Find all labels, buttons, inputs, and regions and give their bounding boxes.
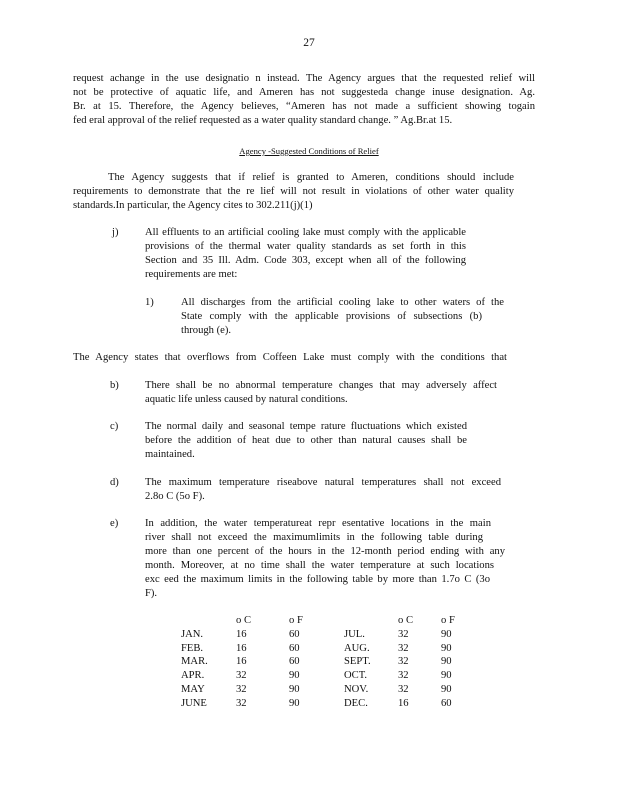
text-line: month. Moreover, at no time shall the water temperature at such locations — [145, 560, 494, 571]
text-line: The Agency suggests that if relief is granted to Ameren, conditions should include — [108, 172, 514, 183]
fahrenheit-cell: 90 — [289, 670, 300, 682]
month-cell: FEB. — [181, 642, 204, 654]
celsius-cell: 32 — [398, 670, 409, 682]
text-line: The normal daily and seasonal tempe rature fluctuations which existed — [145, 421, 467, 432]
fahrenheit-cell: 90 — [441, 656, 452, 668]
celsius-cell: 32 — [398, 642, 409, 654]
month-cell: APR. — [181, 670, 205, 682]
table-row — [181, 697, 481, 711]
fahrenheit-cell: 90 — [441, 628, 452, 640]
text-line: 2.8o C (5o F). — [145, 491, 205, 502]
text-line: fed eral approval of the relief requested as a water quality standard change. ” Ag.Br.at 15. — [73, 115, 453, 126]
month-cell: MAY — [181, 683, 205, 695]
fahrenheit-cell: 90 — [441, 642, 452, 654]
fahrenheit-cell: 90 — [441, 683, 452, 695]
text-line: F). — [145, 588, 158, 599]
table-row — [181, 628, 481, 642]
table-row — [181, 669, 481, 683]
text-line: There shall be no abnormal temperature changes that may adversely affect — [145, 380, 497, 391]
column-header-celsius: o C — [398, 615, 414, 626]
text-line: not be protective of aquatic life, and Ameren has not suggesteda change inuse designation. Ag. — [73, 87, 535, 98]
text-line: requirements to demonstrate that the re lief will not result in violations of other water quality — [73, 186, 514, 197]
list-item-d — [145, 476, 501, 504]
celsius-cell: 16 — [236, 642, 247, 654]
table-row — [181, 683, 481, 697]
column-header-celsius: o C — [236, 615, 252, 626]
month-cell: JUL. — [344, 628, 365, 640]
item-label: j) — [112, 227, 119, 238]
text-line: exc eed the maximum limits in the following table by more than 1.7o C (3o — [145, 574, 490, 585]
celsius-cell: 16 — [236, 628, 247, 640]
celsius-cell: 32 — [236, 670, 247, 682]
text-line: more than one percent of the hours in the 12-month period ending with any — [145, 546, 505, 557]
list-item-c — [145, 420, 467, 462]
text-line: provisions of the thermal water quality standards as set forth in this — [145, 241, 466, 252]
temperature-table — [181, 614, 481, 711]
month-cell: NOV. — [344, 683, 369, 695]
text-line: aquatic life unless caused by natural conditions. — [145, 394, 348, 405]
section-heading — [0, 144, 618, 158]
month-cell: MAR. — [181, 656, 208, 668]
month-cell: SEPT. — [344, 656, 371, 668]
fahrenheit-cell: 90 — [441, 670, 452, 682]
text-line: river shall not exceed the maximumlimits in the following table during — [145, 532, 483, 543]
item-label: d) — [110, 477, 119, 488]
month-cell: DEC. — [344, 697, 368, 709]
text-line: Section and 35 Ill. Adm. Code 303, except when all of the following — [145, 255, 466, 266]
list-item-1 — [181, 296, 504, 338]
text-line: Br. at 15. Therefore, the Agency believes, “Ameren has not made a sufficient showing togain — [73, 101, 535, 112]
fahrenheit-cell: 90 — [289, 697, 300, 709]
text-line: standards.In particular, the Agency cites to 302.211(j)(1) — [73, 200, 313, 211]
table-header-row — [181, 614, 481, 628]
text-line: State comply with the applicable provisions of subsections (b) — [181, 311, 482, 322]
text-line: through (e). — [181, 325, 232, 336]
paragraph-agency-argument — [73, 72, 535, 128]
fahrenheit-cell: 60 — [289, 656, 300, 668]
list-item-b — [145, 379, 497, 407]
text-line: The maximum temperature riseabove natural temperatures shall not exceed — [145, 477, 501, 488]
column-header-fahrenheit: o F — [441, 615, 455, 626]
table-row — [181, 642, 481, 656]
month-cell: JAN. — [181, 628, 204, 640]
celsius-cell: 16 — [398, 697, 409, 709]
celsius-cell: 32 — [398, 683, 409, 695]
fahrenheit-cell: 60 — [289, 628, 300, 640]
text-line: In addition, the water temperatureat repr esentative locations in the main — [145, 518, 491, 529]
table-row — [181, 655, 481, 669]
page-number: 27 — [303, 37, 315, 49]
text-line: maintained. — [145, 449, 195, 460]
text-line: All effluents to an artificial cooling lake must comply with the applicable — [145, 227, 466, 238]
celsius-cell: 16 — [236, 656, 247, 668]
month-cell: AUG. — [344, 642, 370, 654]
item-label: b) — [110, 380, 119, 391]
month-cell: JUNE — [181, 697, 207, 709]
fahrenheit-cell: 90 — [289, 683, 300, 695]
fahrenheit-cell: 60 — [441, 697, 452, 709]
celsius-cell: 32 — [398, 628, 409, 640]
celsius-cell: 32 — [398, 656, 409, 668]
celsius-cell: 32 — [236, 697, 247, 709]
paragraph-overflows — [73, 351, 507, 365]
item-label: e) — [110, 518, 119, 529]
celsius-cell: 32 — [236, 683, 247, 695]
fahrenheit-cell: 60 — [289, 642, 300, 654]
text-line: requirements are met: — [145, 269, 238, 280]
list-item-j — [145, 226, 466, 282]
section-heading-text: Agency -Suggested Conditions of Relief — [239, 146, 379, 156]
list-item-e — [145, 517, 505, 601]
column-header-fahrenheit: o F — [289, 615, 303, 626]
text-line: All discharges from the artificial cooling lake to other waters of the — [181, 297, 504, 308]
item-label: c) — [110, 421, 119, 432]
text-line: before the addition of heat due to other than natural causes shall be — [145, 435, 467, 446]
paragraph-agency-suggests — [73, 171, 514, 213]
text-line: The Agency states that overflows from Coffeen Lake must comply with the conditions that — [73, 352, 507, 363]
month-cell: OCT. — [344, 670, 368, 682]
item-label: 1) — [145, 297, 154, 308]
text-line: request achange in the use designatio n instead. The Agency argues that the requested relief will — [73, 73, 535, 84]
